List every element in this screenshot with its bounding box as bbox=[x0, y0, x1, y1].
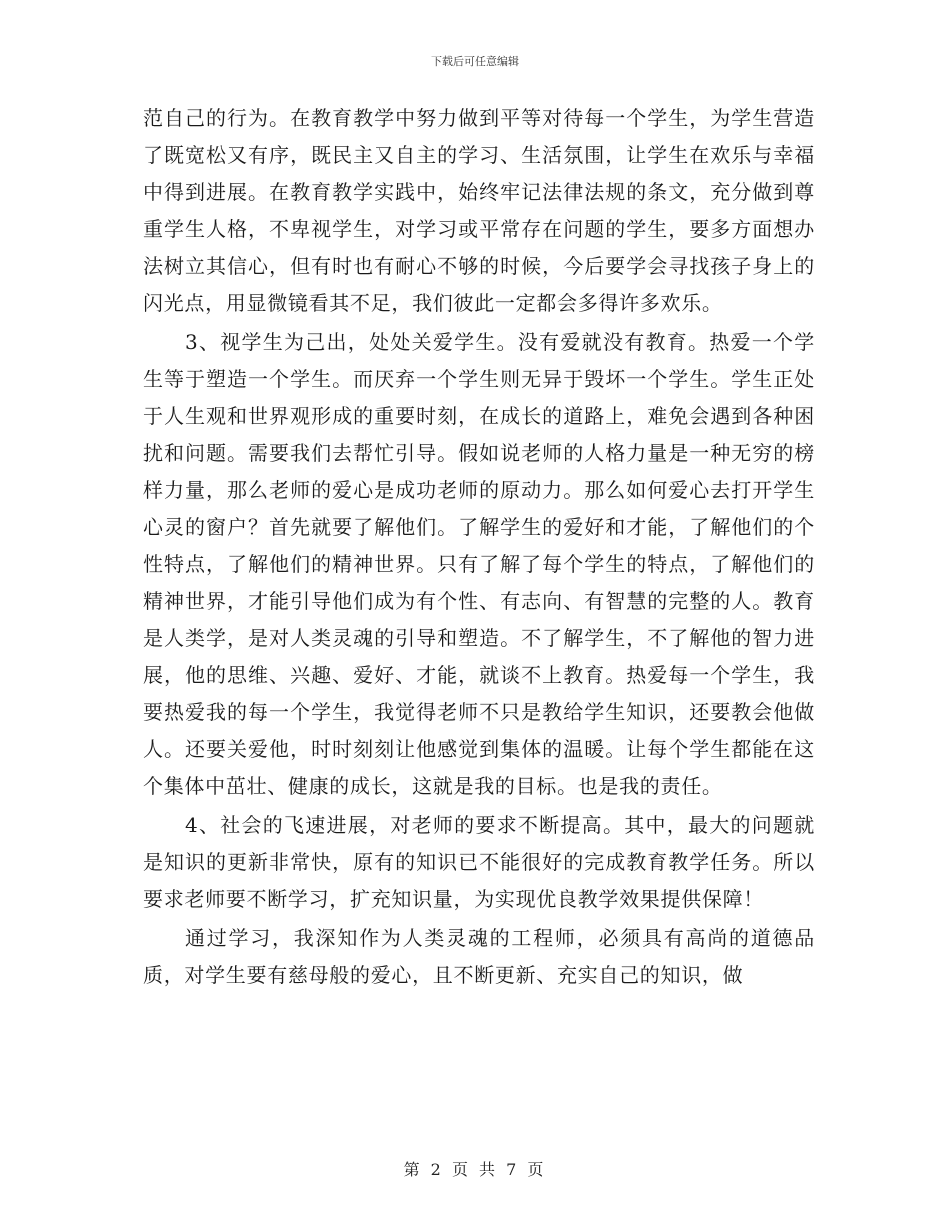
page-header: 下载后可任意编辑 bbox=[431, 55, 519, 68]
paragraph-item-3: 3、视学生为己出，处处关爱学生。没有爱就没有教育。热爱一个学生等于塑造一个学生。而厌弃一个学生则无异于毁坏一个学生。学生正处于人生观和世界观形成的重要时刻，在成长的道路上，难免会遇到各种困扰和问题。需要我们去帮忙引导。假如说老师的人格力量是一种无穷的榜样力量，那么老师的爱心是成功老师的原动力。那么如何爱心去打开学生心灵的窗户？首先就要了解他们。了解学生的爱好和才能，了解他们的个性特点，了解他们的精神世界。只有了解了每个学生的特点，了解他们的精神世界，才能引导他们成为有个性、有志向、有智慧的完整的人。教育是人类学，是对人类灵魂的引导和塑造。不了解学生，不了解他的智力进展，他的思维、兴趣、爱好、才能，就谈不上教育。热爱每一个学生，我要热爱我的每一个学生，我觉得老师不只是教给学生知识，还要教会他做人。还要关爱他，时时刻刻让他感觉到集体的温暖。让每个学生都能在这个集体中茁壮、健康的成长，这就是我的目标。也是我的责任。 bbox=[143, 330, 815, 798]
paragraph-conclusion: 通过学习，我深知作为人类灵魂的工程师，必须具有高尚的道德品质，对学生要有慈母般的爱心，且不断更新、充实自己的知识，做 bbox=[143, 926, 815, 987]
page-footer: 第 2 页 共 7 页 bbox=[403, 1160, 547, 1179]
document-body bbox=[143, 100, 815, 994]
paragraph-item-4: 4、社会的飞速进展，对老师的要求不断提高。其中，最大的问题就是知识的更新非常快，原有的知识已不能很好的完成教育教学任务。所以要求老师要不断学习，扩充知识量，为实现优良教学效果提供保障！ bbox=[143, 813, 815, 911]
paragraph-continuation: 范自己的行为。在教育教学中努力做到平等对待每一个学生，为学生营造了既宽松又有序，既民主又自主的学习、生活氛围，让学生在欢乐与幸福中得到进展。在教育教学实践中，始终牢记法律法规的条文，充分做到尊重学生人格，不卑视学生，对学习或平常存在问题的学生，要多方面想办法树立其信心，但有时也有耐心不够的时候，今后要学会寻找孩子身上的闪光点，用显微镜看其不足，我们彼此一定都会多得许多欢乐。 bbox=[143, 106, 815, 315]
